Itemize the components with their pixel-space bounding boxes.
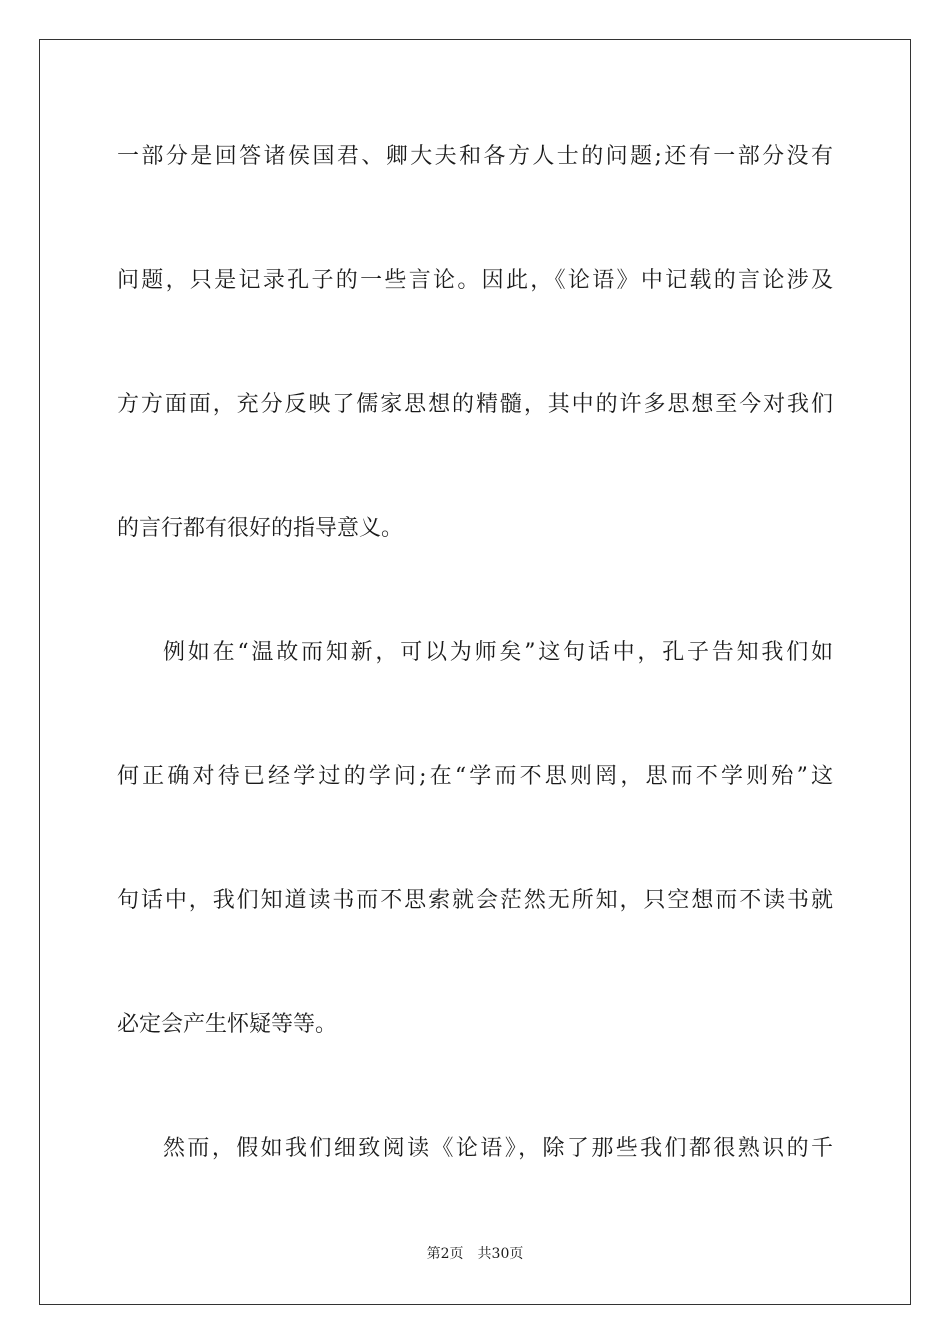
text-line-2: 问题，只是记录孔子的一些言论。因此，《论语》中记载的言论涉及 — [117, 268, 833, 293]
text-line-5: 例如在“温故而知新，可以为师矣”这句话中，孔子告知我们如 — [163, 640, 833, 665]
text-line-7: 句话中，我们知道读书而不思索就会茫然无所知，只空想而不读书就 — [117, 888, 833, 913]
text-line-8: 必定会产生怀疑等等。 — [117, 1012, 338, 1037]
text-line-3: 方方面面，充分反映了儒家思想的精髓，其中的许多思想至今对我们 — [117, 392, 833, 417]
document-body — [117, 126, 833, 1242]
text-line-9: 然而，假如我们细致阅读《论语》，除了那些我们都很熟识的千 — [163, 1136, 833, 1161]
total-pages: 共30页 — [477, 1246, 524, 1262]
text-line-4: 的言行都有很好的指导意义。 — [117, 516, 404, 541]
page-footer — [0, 1244, 950, 1264]
text-line-1: 一部分是回答诸侯国君、卿大夫和各方人士的问题;还有一部分没有 — [117, 144, 833, 169]
page-number: 第2页 — [426, 1246, 464, 1262]
text-line-6: 何正确对待已经学过的学问;在“学而不思则罔，思而不学则殆”这 — [117, 764, 833, 789]
